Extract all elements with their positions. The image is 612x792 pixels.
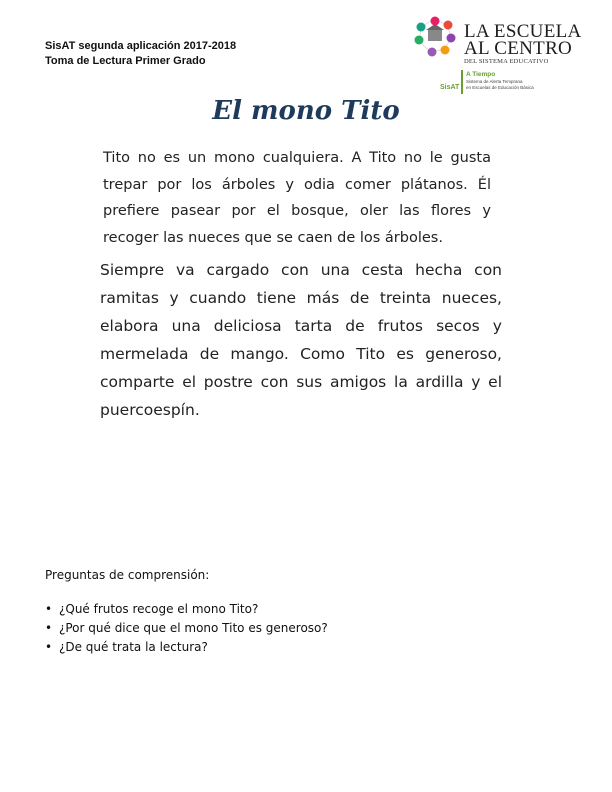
logo-dot-1 (431, 17, 440, 26)
logo-title-line-1: LA ESCUELA (464, 21, 582, 42)
question-text: ¿Qué frutos recoge el mono Tito? (59, 602, 259, 616)
bullet-icon: • (45, 621, 53, 635)
logo-dot-2 (444, 21, 453, 30)
logo-subtitle: DEL SISTEMA EDUCATIVO (464, 58, 549, 65)
logo-title-line-2: AL CENTRO (464, 38, 573, 59)
bullet-icon: • (45, 602, 53, 616)
list-item (45, 619, 328, 638)
school-building-icon (428, 30, 442, 41)
reading-paragraph-1: Tito no es un mono cualquiera. A Tito no le gusta trepar por los árboles y odia comer plátanos. Él prefiere pasear por el bosque, oler las flores y recoger las nueces que se caen de los árboles. (103, 150, 491, 246)
logo-dot-7 (417, 23, 426, 32)
list-item (45, 600, 328, 619)
question-text: ¿Por qué dice que el mono Tito es generoso? (59, 621, 328, 635)
bullet-icon: • (45, 640, 53, 654)
question-text: ¿De qué trata la lectura? (59, 640, 208, 654)
questions-heading: Preguntas de comprensión: (45, 568, 210, 582)
logo-divider (461, 70, 463, 94)
header-line-1: SisAT segunda aplicación 2017-2018 (45, 40, 237, 52)
reading-paragraph-2: Siempre va cargado con una cesta hecha con ramitas y cuando tiene más de treinta nueces, elabora una deliciosa tarta de frutos secos y mermelada de mango. Como Tito es generoso, comparte el postre con sus amigos la ardilla y el puercoespín. (100, 261, 502, 419)
sistema-line-1: Sistema de Alerta Temprana (466, 79, 523, 84)
sisat-label: SisAT (440, 84, 460, 91)
header-line-2: Toma de Lectura Primer Grado (45, 55, 206, 67)
questions-list (45, 600, 328, 657)
logo-dot-4 (441, 46, 450, 55)
logo-dot-3 (447, 34, 456, 43)
logo-dot-6 (415, 36, 424, 45)
logo-dot-5 (428, 48, 437, 57)
reading-title: El mono Tito (212, 96, 400, 126)
sistema-line-2: en Escuelas de Educación Básica (466, 85, 534, 90)
list-item (45, 638, 328, 657)
a-tiempo-label: A Tiempo (466, 71, 496, 78)
